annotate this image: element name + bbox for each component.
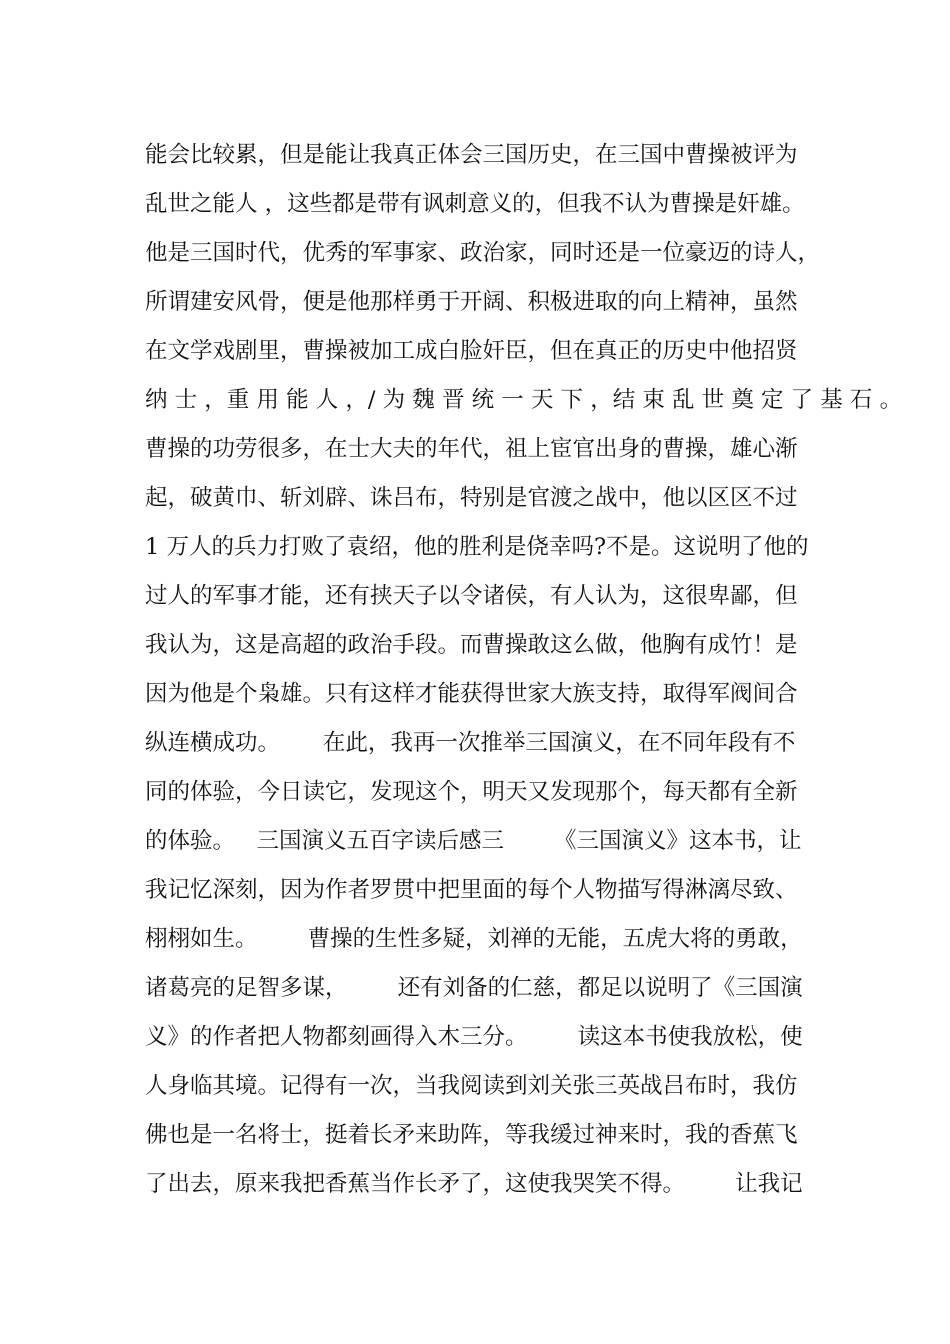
text-line-7: 曹操的功劳很多，在士大夫的年代，祖上宦官出身的曹操，雄心渐 [145,436,798,462]
text-line-20: 人身临其境。记得有一次，当我阅读到刘关张三英战吕布时，我仿 [145,1073,798,1099]
body-text [145,131,903,1209]
text-line-11: 我认为，这是高超的政治手段。而曹操敢这么做，他胸有成竹！是 [145,632,798,658]
text-line-17: 栩栩如生。 曹操的生性多疑，刘禅的无能，五虎大将的勇敢， [145,926,803,952]
text-line-19: 义》的作者把人物都刻画得入木三分。 读这本书使我放松，使 [145,1024,803,1050]
text-line-10: 过人的军事才能，还有挟天子以令诸侯，有人认为，这很卑鄙，但 [145,583,798,609]
text-line-22: 了出去，原来我把香蕉当作长矛了，这使我哭笑不得。 让我记 [145,1171,803,1197]
text-line-12: 因为他是个枭雄。只有这样才能获得世家大族支持，取得军阀间合 [145,681,798,707]
text-line-18: 诸葛亮的足智多谋， 还有刘备的仁慈，都足以说明了《三国演 [145,975,803,1001]
text-line-16: 我记忆深刻，因为作者罗贯中把里面的每个人物描写得淋漓尽致、 [145,877,798,903]
text-line-5: 在文学戏剧里，曹操被加工成白脸奸臣，但在真正的历史中他招贤 [145,338,798,364]
text-line-2: 乱世之能人 ，这些都是带有讽刺意义的，但我不认为曹操是奸雄。 [145,191,805,217]
text-line-8: 起，破黄巾、斩刘辟、诛吕布，特别是官渡之战中，他以区区不过 [145,485,798,511]
text-line-15: 的体验。 三国演义五百字读后感三 《三国演义》这本书，让 [145,828,802,854]
text-line-14: 同的体验，今日读它，发现这个，明天又发现那个，每天都有全新 [145,779,798,805]
text-line-13: 纵连横成功。 在此，我再一次推举三国演义，在不同年段有不 [145,730,796,756]
text-line-9: 1 万人的兵力打败了袁绍，他的胜利是侥幸吗?不是。这说明了他的 [145,534,809,560]
text-line-1: 能会比较累，但是能让我真正体会三国历史，在三国中曹操被评为 [145,142,798,168]
text-line-6: 纳 士 ，重 用 能 人 ，/ 为 魏 晋 统 一 天 下 ，结 束 乱 世 奠 定 了 基 石 。 [145,387,903,413]
text-line-4: 所谓建安风骨，便是他那样勇于开阔、积极进取的向上精神，虽然 [145,289,798,315]
text-line-21: 佛也是一名将士，挺着长矛来助阵，等我缓过神来时，我的香蕉飞 [145,1122,798,1148]
text-line-3: 他是三国时代，优秀的军事家、政治家，同时还是一位豪迈的诗人， [145,240,821,266]
